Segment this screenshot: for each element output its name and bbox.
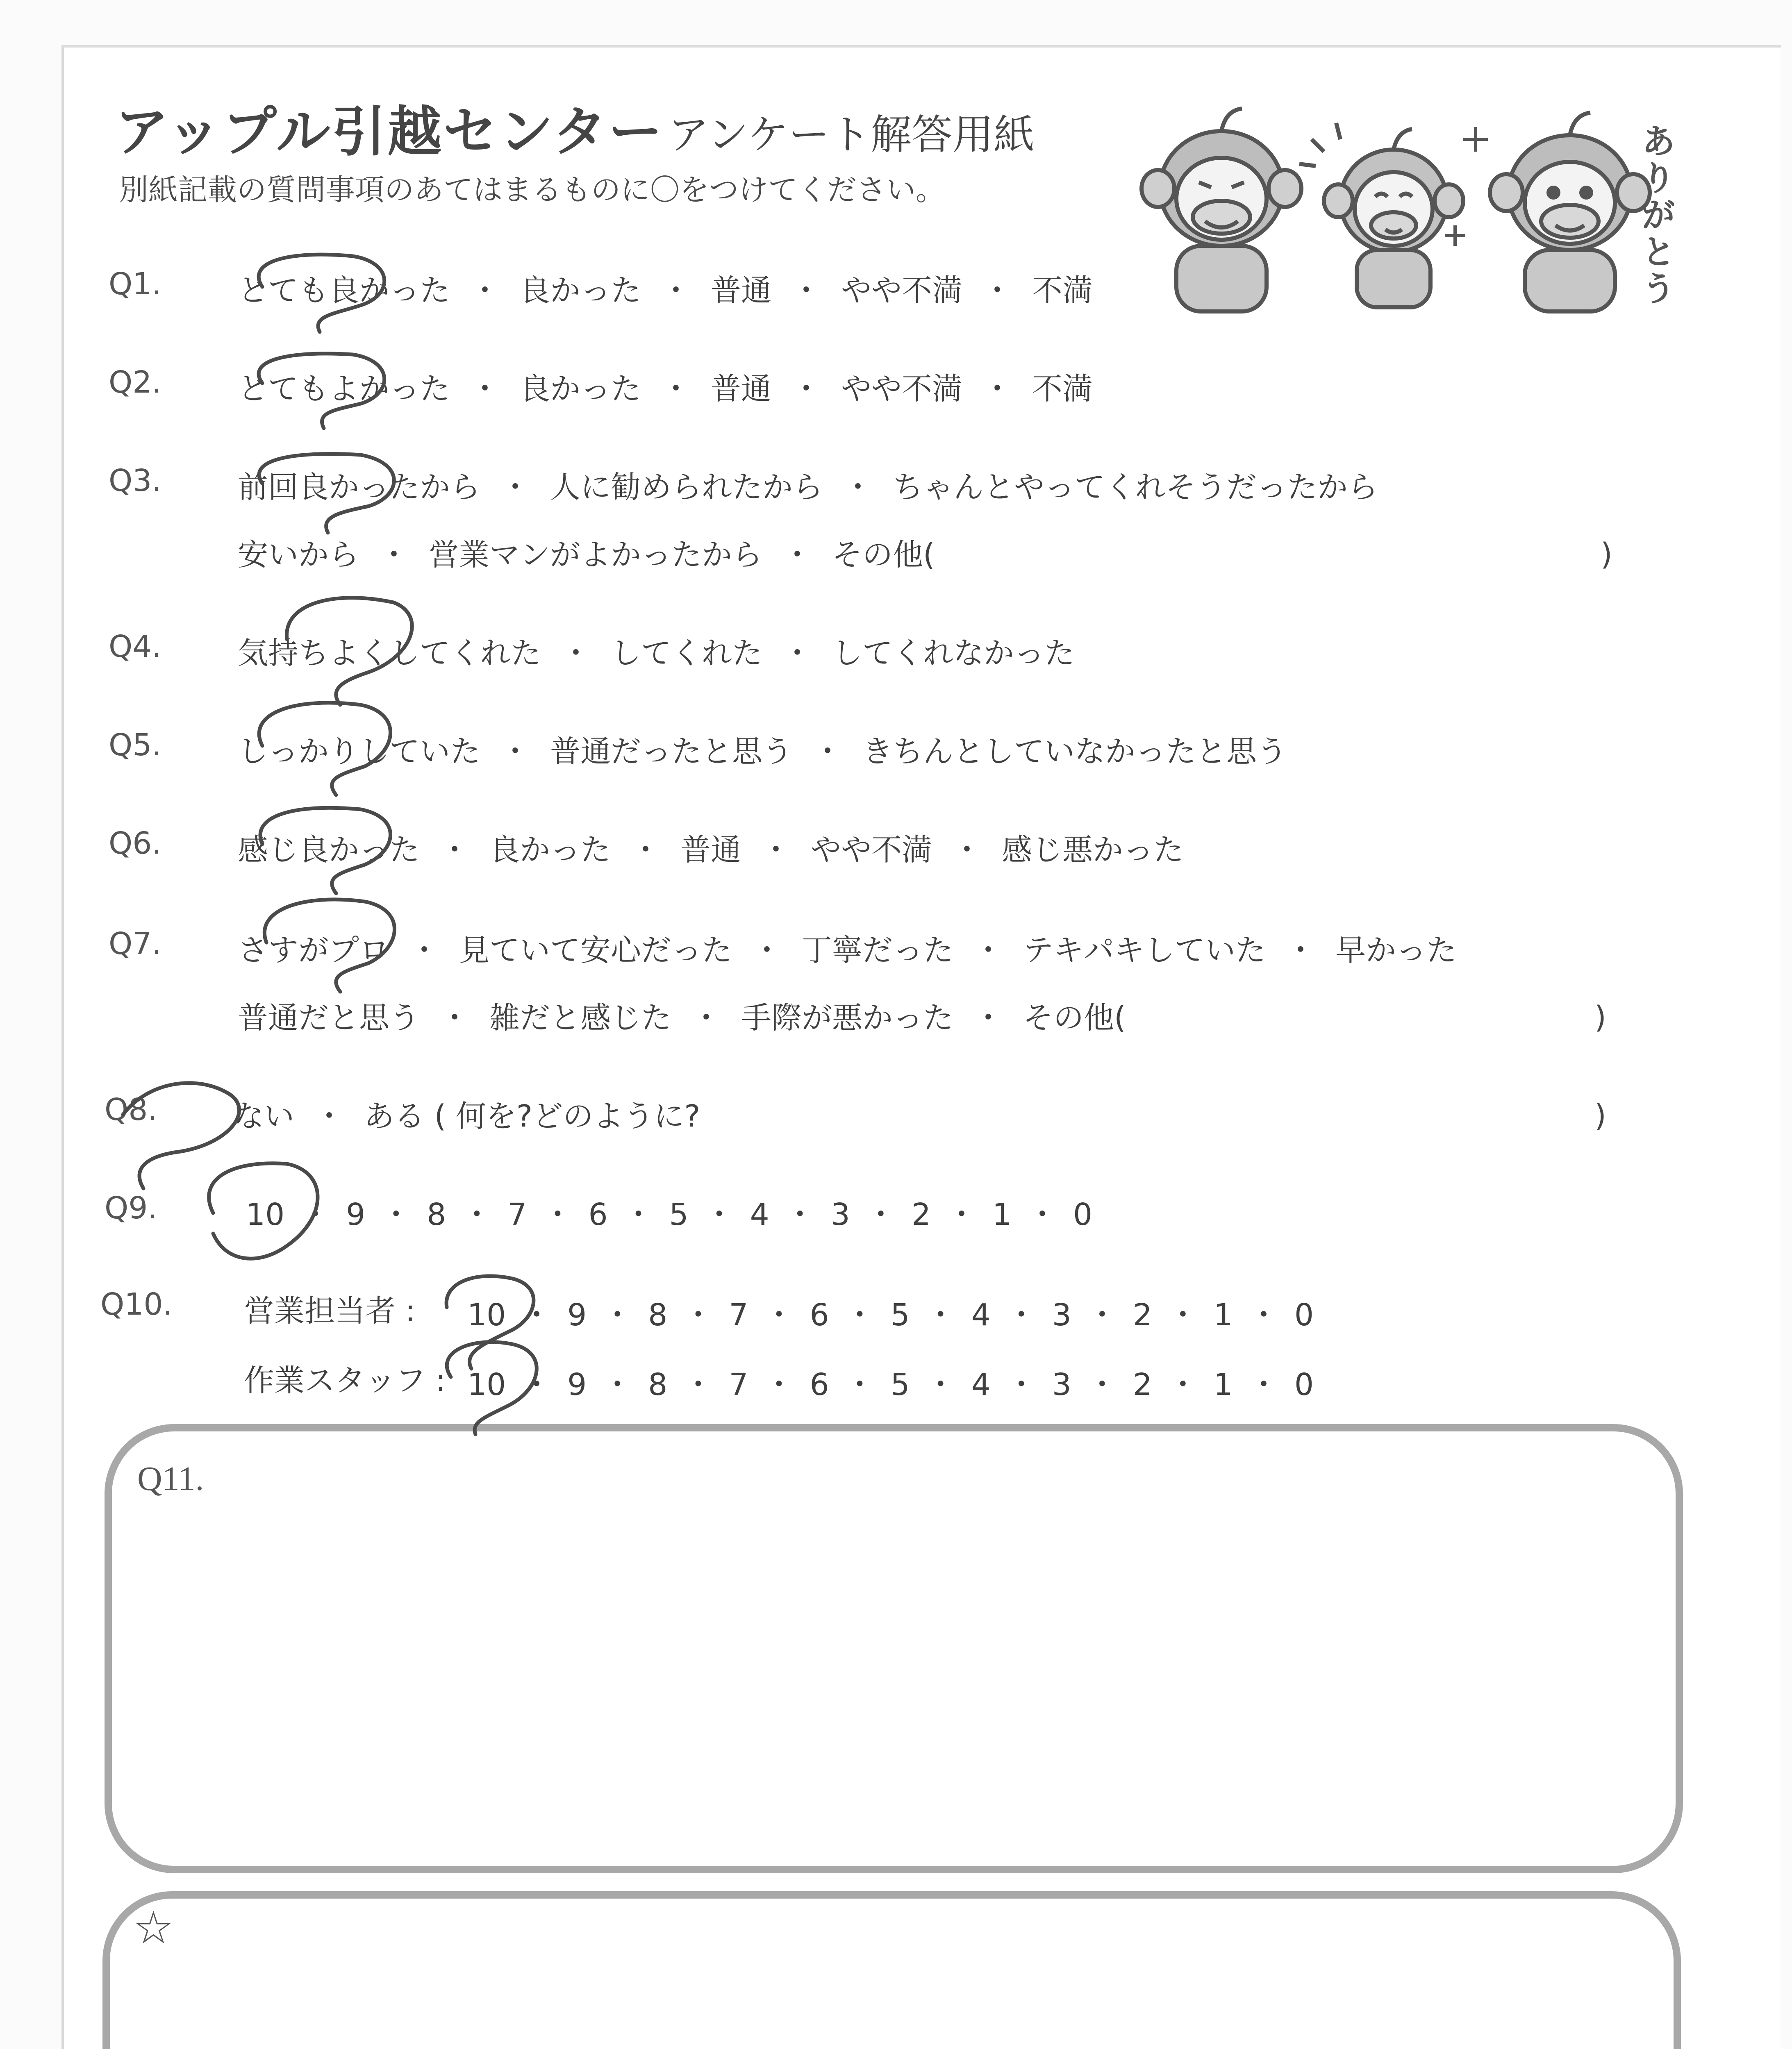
q10-staff-score-0[interactable]: 0 <box>1294 1367 1314 1402</box>
q6-option-1[interactable]: 感じ良かった <box>238 832 420 868</box>
q7-number: Q7. <box>109 926 161 961</box>
q10-staff-score-2[interactable]: 2 <box>1133 1367 1152 1402</box>
q5-option-2[interactable]: 普通だったと思う <box>550 734 793 769</box>
q10-staff-score-7[interactable]: 7 <box>729 1367 748 1402</box>
q7-options-line2: 普通だと思う ・ 雑だと感じた ・ 手際が悪かった ・ その他( <box>238 1000 1126 1036</box>
q10-staff-score-4[interactable]: 4 <box>971 1367 991 1402</box>
q2-option-2[interactable]: 良かった <box>520 371 641 407</box>
q9-score-4[interactable]: 4 <box>750 1197 769 1232</box>
q10-staff-score-3[interactable]: 3 <box>1052 1367 1071 1402</box>
q1-options: とても良かった ・ 良かった ・ 普通 ・ やや不満 ・ 不満 <box>238 273 1093 308</box>
q10-sales-score-0[interactable]: 0 <box>1294 1297 1314 1333</box>
q1-option-1[interactable]: とても良かった <box>238 273 450 308</box>
q6-option-4[interactable]: やや不満 <box>811 832 932 868</box>
q9-score-2[interactable]: 2 <box>911 1197 931 1232</box>
q3-options-line2: 安いから ・ 営業マンがよかったから ・ その他( <box>238 537 935 572</box>
q1-option-3[interactable]: 普通 <box>711 273 771 308</box>
q1-option-4[interactable]: やや不満 <box>841 273 962 308</box>
q1-number: Q1. <box>109 266 161 302</box>
q9-score-3[interactable]: 3 <box>830 1197 850 1232</box>
q2-options: とてもよかった ・ 良かった ・ 普通 ・ やや不満 ・ 不満 <box>238 371 1093 407</box>
q9-score-1[interactable]: 1 <box>992 1197 1012 1232</box>
q3-option-2[interactable]: 人に勧められたから <box>550 470 823 505</box>
q5-option-3[interactable]: きちんとしていなかったと思う <box>862 734 1287 769</box>
q6-options: 感じ良かった ・ 良かった ・ 普通 ・ やや不満 ・ 感じ悪かった <box>238 832 1184 868</box>
q1-option-5[interactable]: 不満 <box>1032 273 1093 308</box>
q8-options: ない ・ ある ( 何を?どのように? <box>234 1099 700 1134</box>
q7-close-paren: ) <box>1594 1000 1606 1035</box>
q10-staff-label: 作業スタッフ : <box>244 1363 446 1398</box>
q10-sales-score-3[interactable]: 3 <box>1052 1297 1071 1333</box>
q10-staff-score-8[interactable]: 8 <box>648 1367 668 1402</box>
q8-number: Q8. <box>105 1092 157 1127</box>
q7-option-1[interactable]: さすがプロ <box>238 933 389 968</box>
q10-staff-scale: 10 ・ 9 ・ 8 ・ 7 ・ 6 ・ 5 ・ 4 ・ 3 ・ 2 ・ 1 ・ 0 <box>467 1367 1314 1402</box>
q5-options: しっかりしていた ・ 普通だったと思う ・ きちんとしていなかったと思う <box>238 734 1287 769</box>
q7-options-line1: さすがプロ ・ 見ていて安心だった ・ 丁寧だった ・ テキパキしていた ・ 早かった <box>238 933 1457 968</box>
q2-option-5[interactable]: 不満 <box>1032 371 1093 407</box>
q10-staff-score-5[interactable]: 5 <box>890 1367 910 1402</box>
q9-scale: 10 ・ 9 ・ 8 ・ 7 ・ 6 ・ 5 ・ 4 ・ 3 ・ 2 ・ 1 ・ 0 <box>246 1197 1093 1232</box>
q10-sales-score-7[interactable]: 7 <box>729 1297 748 1333</box>
q4-number: Q4. <box>109 629 161 664</box>
q9-score-6[interactable]: 6 <box>588 1197 608 1232</box>
q10-sales-score-8[interactable]: 8 <box>648 1297 668 1333</box>
q10-sales-score-10[interactable]: 10 <box>467 1297 506 1333</box>
q10-sales-score-9[interactable]: 9 <box>567 1297 587 1333</box>
q1-option-2[interactable]: 良かった <box>520 273 641 308</box>
q7-option-5[interactable]: 早かった <box>1335 933 1457 968</box>
q10-staff-score-9[interactable]: 9 <box>567 1367 587 1402</box>
instruction-text: 別紙記載の質問事項のあてはまるものに〇をつけてください。 <box>119 173 946 207</box>
q3-option-3[interactable]: ちゃんとやってくれそうだったから <box>893 470 1378 505</box>
q2-option-3[interactable]: 普通 <box>711 371 771 407</box>
q8-close-paren: ) <box>1594 1098 1606 1134</box>
q7-option-3[interactable]: 丁寧だった <box>802 933 953 968</box>
q3-close-paren: ) <box>1601 537 1612 572</box>
q3-number: Q3. <box>109 463 161 498</box>
q2-option-1[interactable]: とてもよかった <box>238 371 450 407</box>
q9-score-9[interactable]: 9 <box>346 1197 366 1232</box>
q10-sales-score-6[interactable]: 6 <box>810 1297 829 1333</box>
q3-option-other[interactable]: その他( <box>832 537 935 572</box>
brand-title: アップル引越センター <box>115 100 664 164</box>
q3-option-4[interactable]: 安いから <box>238 537 359 572</box>
q9-number: Q9. <box>105 1190 157 1226</box>
q10-staff-score-6[interactable]: 6 <box>810 1367 829 1402</box>
q10-sales-score-4[interactable]: 4 <box>971 1297 991 1333</box>
q3-option-5[interactable]: 営業マンがよかったから <box>429 537 762 572</box>
q8-option-none[interactable]: ない <box>234 1099 294 1134</box>
q2-option-4[interactable]: やや不満 <box>841 371 962 407</box>
q10-sales-score-1[interactable]: 1 <box>1213 1297 1233 1333</box>
q9-score-8[interactable]: 8 <box>427 1197 446 1232</box>
q10-sales-scale: 10 ・ 9 ・ 8 ・ 7 ・ 6 ・ 5 ・ 4 ・ 3 ・ 2 ・ 1 ・ 0 <box>467 1297 1314 1333</box>
q10-staff-score-1[interactable]: 1 <box>1213 1367 1233 1402</box>
q11-label: Q11. <box>137 1460 204 1498</box>
q11-comment-box[interactable] <box>105 1424 1683 1873</box>
q9-score-0[interactable]: 0 <box>1073 1197 1093 1232</box>
q10-number: Q10. <box>100 1287 173 1322</box>
q7-option-4[interactable]: テキパキしていた <box>1023 933 1266 968</box>
q7-option-8[interactable]: 手際が悪かった <box>741 1000 953 1036</box>
q9-score-10[interactable]: 10 <box>246 1197 285 1232</box>
q7-option-7[interactable]: 雑だと感じた <box>489 1000 671 1036</box>
q5-number: Q5. <box>109 727 161 763</box>
mascot-illustration <box>1107 98 1681 328</box>
form-subtitle: アンケート解答用紙 <box>668 111 1035 159</box>
q10-sales-score-2[interactable]: 2 <box>1133 1297 1152 1333</box>
q6-number: Q6. <box>109 826 161 861</box>
q3-option-1[interactable]: 前回良かったから <box>238 470 480 505</box>
q8-option-some[interactable]: ある ( 何を?どのように? <box>364 1099 700 1134</box>
q6-option-3[interactable]: 普通 <box>680 832 741 868</box>
q10-sales-label: 営業担当者 : <box>244 1293 416 1329</box>
mascot-caption: ありがとう <box>1636 123 1676 307</box>
q9-score-7[interactable]: 7 <box>507 1197 527 1232</box>
q7-option-2[interactable]: 見ていて安心だった <box>459 933 732 968</box>
q4-options: 気持ちよくしてくれた ・ してくれた ・ してくれなかった <box>238 636 1075 671</box>
q4-option-1[interactable]: 気持ちよくしてくれた <box>238 636 541 671</box>
q4-option-2[interactable]: してくれた <box>611 636 762 671</box>
q6-option-5[interactable]: 感じ悪かった <box>1002 832 1184 868</box>
q7-option-6[interactable]: 普通だと思う <box>238 1000 420 1036</box>
q7-option-other[interactable]: その他( <box>1023 1000 1126 1036</box>
star-comment-box[interactable] <box>102 1891 1681 2049</box>
q9-score-5[interactable]: 5 <box>669 1197 689 1232</box>
star-label: ☆ <box>133 1903 174 1953</box>
q6-option-2[interactable]: 良かった <box>489 832 611 868</box>
q10-staff-score-10[interactable]: 10 <box>467 1367 506 1402</box>
q2-number: Q2. <box>109 365 161 400</box>
q3-options-line1: 前回良かったから ・ 人に勧められたから ・ ちゃんとやってくれそうだったから <box>238 470 1378 505</box>
q10-sales-score-5[interactable]: 5 <box>890 1297 910 1333</box>
q5-option-1[interactable]: しっかりしていた <box>238 734 480 769</box>
q4-option-3[interactable]: してくれなかった <box>832 636 1075 671</box>
